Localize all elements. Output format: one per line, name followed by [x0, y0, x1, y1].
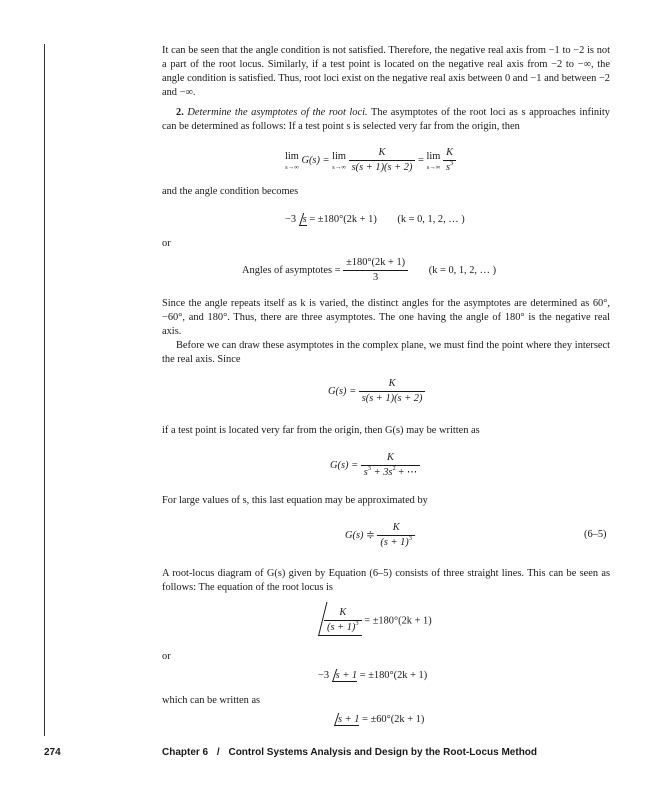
paragraph-angle-condition: It can be seen that the angle condition is not satisfied. Therefore, the negative real axis from −1 to −2 is not a part of the root locus. Similarly, if a test point is located on the negative real axis from −2 to −∞, the angle condition is satisfied. Thus, root loci exist on the negative real axis between 0 and −1 and between −2 and −∞.: [162, 45, 610, 98]
equation-angle: −3 s = ±180°(2k + 1) (k = 0, 1, 2, … ): [285, 214, 465, 225]
equation-asymptote-angles: Angles of asymptotes = $\frac{\pm 180^\circ(2k + 1)}{3}$ (k = 0, 1, 2, … ): [242, 257, 497, 283]
equation-number: (6–5): [584, 529, 607, 540]
paragraph-since-angle: Since the angle repeats itself as k is varied, the distinct angles for the asymptotes are determined as 60°, −60°, and 180°. Thus, there are three asymptotes. The one having the angle of 180° is the negative real axis.: [162, 298, 610, 337]
margin-rule: [44, 44, 45, 736]
equation-root-locus-2: −3 s + 1 = ±180°(2k + 1): [318, 670, 428, 681]
equation-root-locus: $\frac{K}{(s + 1)^3}$ = ±180°(2k + 1): [318, 606, 432, 636]
text-if-test-point: if a test point is located very far from the origin, then G(s) may be written as: [162, 425, 480, 436]
page-number: 274: [44, 747, 61, 758]
step-text: The asymptotes of the root loci as s approaches infinity can be determined as follows: If a test point s is selected very far from the origin, then: [162, 107, 611, 132]
text-angle-condition: and the angle condition becomes: [162, 186, 299, 197]
text-or-2: or: [162, 651, 171, 662]
step-title: Determine the asymptotes of the root loci.: [187, 107, 368, 118]
running-footer: Chapter 6 / Control Systems Analysis and Design by the Root-Locus Method: [162, 747, 538, 758]
equation-G2: G(s) = $\frac{K}{s^3 + 3s^2 + \cdots}$: [330, 451, 420, 480]
paragraph-root-locus: A root-locus diagram of G(s) given by Equation (6–5) consists of three straight lines. This can be seen as follows: The equation of the root locus is: [162, 568, 610, 593]
paragraph-step2: [162, 106, 610, 134]
equation-root-locus-3: s + 1 = ±60°(2k + 1): [334, 713, 424, 727]
text-large-values: For large values of s, this last equation may be approximated by: [162, 495, 428, 506]
paragraph-before: Before we can draw these asymptotes in the complex plane, we must find the point where they intersect the real axis. Since: [162, 340, 610, 365]
text-or-1: or: [162, 238, 171, 249]
text-which-can-be: which can be written as: [162, 695, 261, 706]
equation-G1: G(s) = $\frac{K}{s(s + 1)(s + 2)}$: [328, 377, 425, 406]
step-number: 2.: [176, 107, 184, 118]
equation-limit: lim s→∞ G(s) = lim s→∞ $\frac{K}{s(s + 1)(s + 2)}$ = lim s→∞ $\frac{K}{s^3}$: [285, 146, 456, 175]
equation-G3: G(s) ≑ $\frac{K}{(s + 1)^3}$: [345, 521, 415, 550]
